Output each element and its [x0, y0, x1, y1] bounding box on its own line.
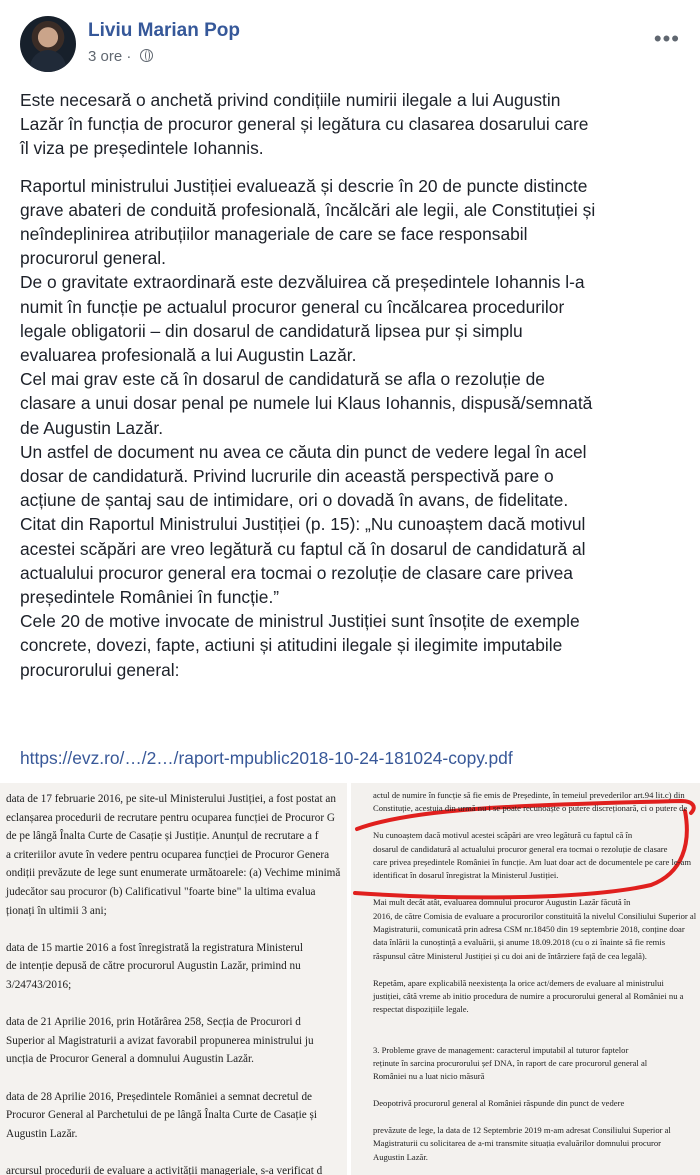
text-line: Lazăr în funcția de procuror general și legătura cu clasarea dosarului care: [20, 114, 589, 135]
document-line: a criteriilor avute în vedere pentru ocuparea funcției de Procuror Genera: [6, 848, 330, 861]
text-line: evaluarea profesională a lui Augustin Lazăr.: [20, 345, 357, 366]
document-line: 3. Probleme grave de management: caracterul imputabil al tuturor faptelor: [373, 1044, 629, 1055]
document-line: care privea președintele României în funcție. Am luat doar act de documentele pe care le-am: [373, 857, 692, 867]
text-line: clasare a unui dosar penal pe numele lui Klaus Iohannis, dispusă/semnată: [20, 393, 593, 414]
document-line: de pe lângă Înalta Curte de Casație și Justiție. Anunțul de recrutare a f: [6, 830, 319, 843]
document-line: respectat dispozițiile legale.: [373, 1004, 469, 1015]
document-line: ondiții prevăzute de lege sunt enumerate următoarele: (a) Vechime minimă: [6, 867, 341, 880]
text-line: președintele României în funcție.”: [20, 587, 280, 608]
globe-icon[interactable]: [140, 49, 153, 62]
text-line: procurorul general.: [20, 248, 166, 269]
document-line: data de 28 Aprilie 2016, Președintele României a semnat decretul de: [6, 1090, 313, 1103]
document-image-left[interactable]: [0, 783, 347, 1175]
text-line: legale obligatorii – din dosarul de candidatură lipsea pur și simplu: [20, 320, 523, 341]
text-line: Citat din Raportul Ministrului Justiției (p. 15): „Nu cunoaștem dacă motivul: [20, 514, 586, 535]
document-line: identificat în dosarul înregistrat la Ministerul Justiției.: [373, 870, 559, 881]
document-line: prevăzute de lege, la data de 12 Septembrie 2019 m-am adresat Consiliului Superior al: [373, 1125, 671, 1135]
document-line: răspunsul către Ministerul Justiției și cu doi ani de întârziere față de cea legală).: [373, 950, 647, 961]
document-line: de intenție depusă de către procurorul Augustin Lazăr, primind nu: [6, 960, 301, 973]
pdf-link[interactable]: https://evz.ro/…/2…/raport-mpublic2018-10-24-181024-copy.pdf: [20, 748, 513, 768]
document-line: judecător sau procuror (b) Calificativul "foarte bine" la ultima evalua: [6, 886, 316, 898]
document-line: data de 15 martie 2016 a fost înregistrată la registratura Ministerul: [6, 941, 303, 954]
text-line: procurorului general:: [20, 659, 180, 680]
document-line: reținute în sarcina procurorului șef DNA, în raport de care procurorul general al: [373, 1058, 648, 1068]
document-line: Constituție, acestuia din urmă nu i se poate recunoaște o putere discreționară, ci o putere de: [373, 803, 688, 814]
text-line: acestei scăpări are vreo legătură cu faptul că în dosarul de candidatură al: [20, 538, 586, 559]
document-line: data înlării la cunoștință a evaluării, și anume 18.09.2018 (cu o zi înainte să fie remis: [373, 937, 666, 948]
author-name[interactable]: Liviu Marian Pop: [88, 20, 241, 41]
more-options-icon[interactable]: •••: [653, 26, 680, 51]
document-line: 2016, de către Comisia de evaluare a procurorilor constituită la nivelul Consiliului Superior al: [373, 910, 697, 921]
document-line: Superior al Magistraturii a avizat favorabil propunerea ministrului ju: [6, 1034, 314, 1047]
document-line: României nu a luat nicio măsură: [373, 1071, 485, 1082]
document-line: dosarul de candidatură al actualului procuror general era tocmai o rezoluție de clasare: [373, 843, 668, 854]
document-line: eclanșarea procedurii de recrutare pentru ocuparea funcției de Procuror G: [6, 811, 335, 824]
text-line: îl viza pe președintele Iohannis.: [20, 138, 264, 159]
post-time[interactable]: 3 ore: [88, 48, 123, 65]
document-line: ționați în ultimii 3 ani;: [6, 904, 107, 917]
document-line: actul de numire în funcție să fie emis de Președinte, în temeiul prevederilor art.94 lit.c) din: [373, 790, 685, 800]
attached-images[interactable]: [0, 783, 700, 1175]
document-image-right[interactable]: [351, 783, 700, 1175]
document-line: arcursul procedurii de evaluare a activității manageriale, s-a verificat d: [6, 1165, 323, 1175]
document-line: Deopotrivă procurorul general al României răspunde din punct de vedere: [373, 1098, 625, 1109]
document-line: data de 17 februarie 2016, pe site-ul Ministerului Justiției, a fost postat an: [6, 793, 336, 805]
document-line: 3/24743/2016;: [6, 979, 72, 991]
avatar[interactable]: [20, 16, 76, 72]
paragraph-2: [20, 174, 682, 682]
document-line: Repetăm, apare explicabilă neexistența la orice act/demers de evaluare al ministrului: [373, 977, 664, 988]
text-line: dosar de candidatură. Privind lucrurile din această perspectivă pare o: [20, 466, 554, 487]
text-line: Cele 20 de motive invocate de ministrul Justiției sunt însoțite de exemple: [20, 611, 580, 632]
post-meta: [88, 48, 153, 65]
text-line: actualului procuror general era tocmai o rezoluție de clasare care privea: [20, 562, 573, 583]
text-line: Cel mai grav este că în dosarul de candidatură se afla o rezoluție de: [20, 369, 545, 390]
text-line: De o gravitate extraordinară este dezvăluirea că președintele Iohannis l-a: [20, 272, 585, 293]
document-line: Mai mult decât atât, evaluarea domnului procuror Augustin Lazăr făcută în: [373, 897, 631, 908]
text-line: Este necesară o anchetă privind condițiile numirii ilegale a lui Augustin: [20, 90, 561, 110]
document-line: Magistraturii cu solicitarea de a-mi transmite situația evaluărilor domnului procuror: [373, 1138, 662, 1149]
document-line: justiției, câtă vreme ab initio procedura de numire a procurorului general al României nu a: [373, 991, 684, 1001]
document-line: Nu cunoaștem dacă motivul acestei scăpări are vreo legătură cu faptul că în: [373, 830, 633, 841]
text-line: Raportul ministrului Justiției evaluează și descrie în 20 de puncte distincte: [20, 175, 588, 196]
post-text: [20, 88, 682, 695]
document-line: data de 21 Aprilie 2016, prin Hotărârea 258, Secția de Procurori d: [6, 1016, 301, 1029]
meta-separator: ·: [122, 48, 136, 65]
text-line: numit în funcție pe actualul procuror general cu încălcarea procedurilor: [20, 296, 565, 317]
text-line: neîndeplinirea atribuțiilor manageriale de care se face responsabil: [20, 224, 528, 245]
document-line: Augustin Lazăr.: [373, 1151, 428, 1162]
paragraph-1: [20, 88, 682, 161]
text-line: Un astfel de document nu avea ce căuta din punct de vedere legal în acel: [20, 441, 587, 462]
post-header: [20, 16, 680, 76]
document-line: Magistraturii, comunicată prin adresa CSM nr.18450 din 19 septembrie 2018, conține doar: [373, 924, 685, 934]
text-line: grave abateri de conduită profesională, încălcări ale legii, ale Constituției și: [20, 199, 596, 220]
document-line: Augustin Lazăr.: [6, 1127, 78, 1140]
text-line: concrete, dovezi, fapte, actiuni și atitudini ilegale și ilegimite imputabile: [20, 635, 563, 656]
text-line: acțiune de șantaj sau de intimidare, ori o dovadă în avans, de fidelitate.: [20, 490, 569, 511]
document-line: uncția de Procuror General a domnului Augustin Lazăr.: [6, 1053, 254, 1066]
text-line: de Augustin Lazăr.: [20, 417, 164, 438]
document-line: Procuror General al Parchetului de pe lângă Înalta Curte de Casație și: [6, 1109, 317, 1122]
